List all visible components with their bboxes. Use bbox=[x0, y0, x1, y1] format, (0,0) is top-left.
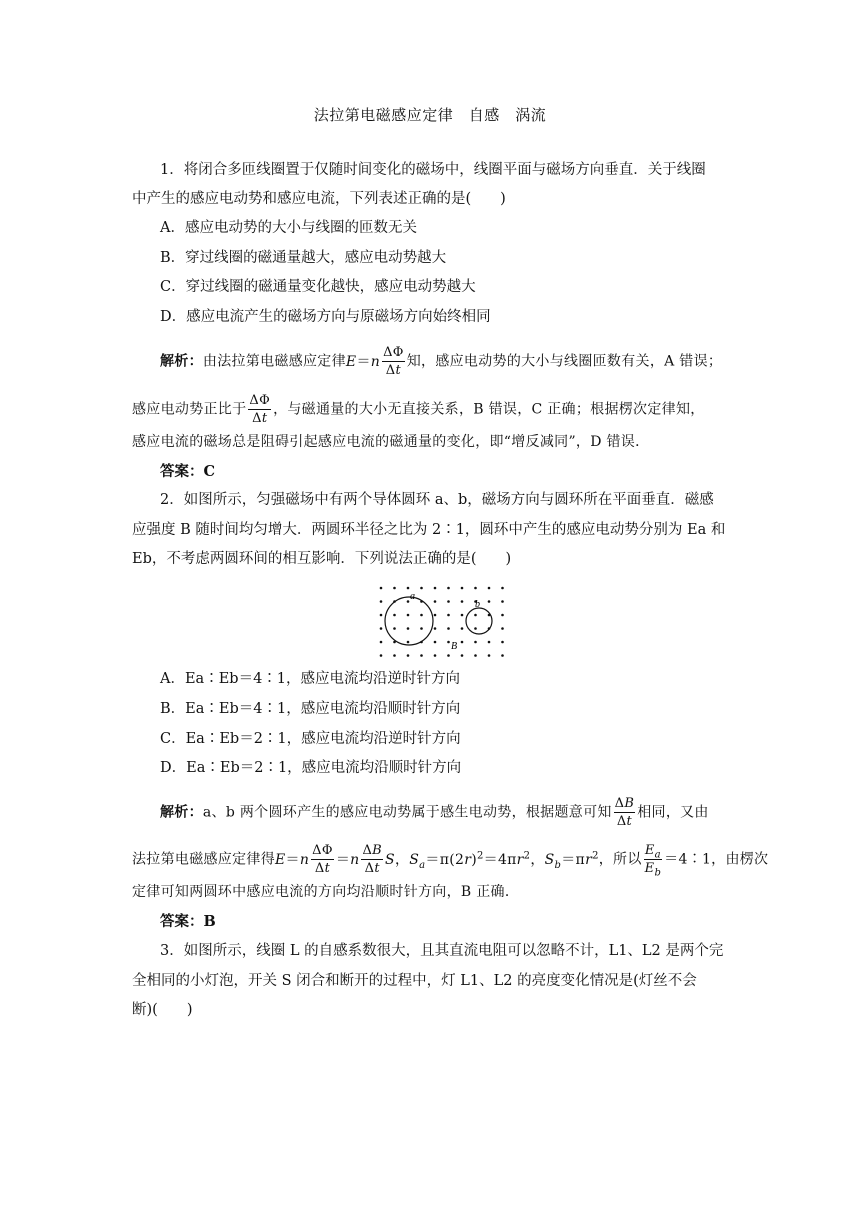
q1-analysis-label: 解析： bbox=[160, 353, 203, 370]
q2-option-a: A．Ea∶Eb＝4∶1，感应电流均沿逆时针方向 bbox=[160, 671, 461, 687]
field-dot bbox=[380, 654, 383, 657]
field-dot bbox=[420, 587, 423, 590]
q2-formula: E＝n $\frac{\Delta\Phi}{\Delta t}$ ＝n $\frac{\Delta B}{\Delta t}$ S，$S_a=\pi(2r)^2=4\pi r^2$，$S_b=\pi r^2$ bbox=[275, 843, 599, 876]
q1-stem-line1: 1．将闭合多匝线圈置于仅随时间变化的磁场中，线圈平面与磁场方向垂直．关于线圈 bbox=[160, 162, 706, 178]
q2-stem-line3: Eb，不考虑两圆环间的相互影响．下列说法正确的是( ) bbox=[132, 551, 512, 567]
field-dot bbox=[407, 587, 410, 590]
q2-option-b: B．Ea∶Eb＝4∶1，感应电流均沿顺时针方向 bbox=[160, 701, 461, 717]
ring-a bbox=[385, 597, 433, 645]
field-dot bbox=[447, 587, 450, 590]
field-dot bbox=[447, 600, 450, 603]
q1-formula: E＝n $\frac{\Delta\Phi}{\Delta t}$ bbox=[345, 345, 404, 378]
field-dot bbox=[474, 587, 477, 590]
field-dot bbox=[447, 614, 450, 617]
field-dot bbox=[380, 641, 383, 644]
q1-stem-line2: 中产生的感应电动势和感应电流，下列表述正确的是( ) bbox=[132, 191, 506, 207]
field-dot bbox=[488, 641, 491, 644]
field-dots bbox=[380, 587, 504, 657]
q1-fraction: $\frac{\Delta\Phi}{\Delta t}$ bbox=[249, 393, 271, 426]
q1-analysis-line1 bbox=[160, 344, 760, 379]
field-dot bbox=[488, 654, 491, 657]
field-dot bbox=[434, 587, 437, 590]
q1-analysis-line2 bbox=[132, 392, 732, 427]
q1-option-d: D．感应电流产生的磁场方向与原磁场方向始终相同 bbox=[160, 309, 491, 325]
field-dot bbox=[434, 600, 437, 603]
q2-analysis-line3: 定律可知两圆环中感应电流的方向均沿顺时针方向，B 正确． bbox=[132, 884, 520, 900]
q2-analysis-text: ，所以 bbox=[598, 851, 642, 868]
field-dot bbox=[393, 627, 396, 630]
field-dot bbox=[380, 587, 383, 590]
q1-option-c: C．穿过线圈的磁通量变化越快，感应电动势越大 bbox=[160, 279, 476, 295]
field-dot bbox=[461, 614, 464, 617]
field-dot bbox=[407, 641, 410, 644]
q2-analysis-line1 bbox=[160, 795, 760, 830]
field-dot bbox=[420, 627, 423, 630]
q2-stem-line1: 2．如图所示，匀强磁场中有两个导体圆环 a、b，磁场方向与圆环所在平面垂直．磁感 bbox=[160, 492, 714, 508]
field-dot bbox=[393, 654, 396, 657]
field-dot bbox=[474, 654, 477, 657]
field-dot bbox=[434, 641, 437, 644]
q2-answer: 答案：B bbox=[160, 913, 216, 930]
q2-option-d: D．Ea∶Eb＝2∶1，感应电流均沿顺时针方向 bbox=[160, 760, 462, 776]
q1-answer: 答案：C bbox=[160, 463, 216, 480]
q1-option-b: B．穿过线圈的磁通量越大，感应电动势越大 bbox=[160, 250, 447, 266]
field-dot bbox=[407, 654, 410, 657]
q1-analysis-text: 由法拉第电磁感应定律 bbox=[202, 353, 346, 370]
field-dot bbox=[447, 627, 450, 630]
q2-fraction-dbdt: $\frac{\Delta B}{\Delta t}$ bbox=[614, 796, 635, 829]
q2-option-c: C．Ea∶Eb＝2∶1，感应电流均沿逆时针方向 bbox=[160, 731, 461, 747]
ring-a-label: a bbox=[410, 591, 415, 602]
field-dot bbox=[488, 600, 491, 603]
page-title: 法拉第电磁感应定律 自感 涡流 bbox=[313, 106, 547, 124]
field-dot bbox=[420, 654, 423, 657]
q2-analysis-text: 相同，又由 bbox=[637, 804, 709, 821]
ring-b bbox=[466, 608, 492, 634]
field-dot bbox=[461, 600, 464, 603]
field-dot bbox=[461, 587, 464, 590]
q3-stem-line1: 3．如图所示，线圈 L 的自感系数很大，且其直流电阻可以忽略不计，L1、L2 是两个完 bbox=[160, 943, 724, 959]
field-dot bbox=[501, 641, 504, 644]
field-label: B bbox=[451, 641, 458, 652]
field-dot bbox=[393, 587, 396, 590]
field-dot bbox=[447, 641, 450, 644]
q2-analysis-label: 解析： bbox=[160, 804, 203, 821]
field-dot bbox=[434, 654, 437, 657]
q1-analysis-line3: 感应电流的磁场总是阻碍引起感应电流的磁通量的变化，即“增反减同”，D 错误． bbox=[132, 434, 650, 450]
field-dot bbox=[501, 654, 504, 657]
field-dot bbox=[434, 614, 437, 617]
field-dot bbox=[407, 600, 410, 603]
field-dot bbox=[474, 614, 477, 617]
field-dot bbox=[461, 627, 464, 630]
q2-stem-line2: 应强度 B 随时间均匀增大．两圆环半径之比为 2∶1，圆环中产生的感应电动势分别为 Ea 和 bbox=[132, 522, 726, 538]
field-dot bbox=[380, 627, 383, 630]
q1-option-a: A．感应电动势的大小与线圈的匝数无关 bbox=[160, 220, 417, 236]
q2-analysis-text: ＝4∶1，由楞次 bbox=[664, 851, 769, 868]
q3-stem-line3: 断)( ) bbox=[132, 1002, 193, 1018]
field-dot bbox=[420, 614, 423, 617]
q1-analysis-text: 知，感应电动势的大小与线圈匝数有关，A 错误； bbox=[406, 353, 723, 370]
field-dot bbox=[501, 587, 504, 590]
q1-analysis-text: 感应电动势正比于 bbox=[132, 401, 247, 418]
field-dot bbox=[461, 641, 464, 644]
field-dot bbox=[501, 600, 504, 603]
q2-analysis-text: a、b 两个圆环产生的感应电动势属于感生电动势，根据题意可知 bbox=[202, 804, 612, 821]
field-dot bbox=[447, 654, 450, 657]
magnetic-field-figure bbox=[376, 583, 510, 661]
field-dot bbox=[434, 627, 437, 630]
field-dot bbox=[407, 614, 410, 617]
q1-analysis-text: ，与磁通量的大小无直接关系，B 错误，C 正确；根据楞次定律知， bbox=[273, 401, 705, 418]
q3-stem-line2: 全相同的小灯泡，开关 S 闭合和断开的过程中，灯 L1、L2 的亮度变化情况是(灯丝不会 bbox=[132, 973, 697, 989]
q2-fraction-ratio: $\frac{E_a}{E_b}$ bbox=[644, 843, 662, 879]
field-dot bbox=[380, 614, 383, 617]
field-dot bbox=[501, 627, 504, 630]
ring-b-label: b bbox=[475, 599, 480, 610]
field-dot bbox=[393, 614, 396, 617]
q2-analysis-line2 bbox=[132, 842, 769, 879]
field-dot bbox=[474, 627, 477, 630]
q2-analysis-text: 法拉第电磁感应定律得 bbox=[132, 851, 275, 868]
field-dot bbox=[461, 654, 464, 657]
field-dot bbox=[488, 587, 491, 590]
field-dot bbox=[407, 627, 410, 630]
field-dot bbox=[501, 614, 504, 617]
field-dot bbox=[380, 600, 383, 603]
field-dot bbox=[474, 641, 477, 644]
